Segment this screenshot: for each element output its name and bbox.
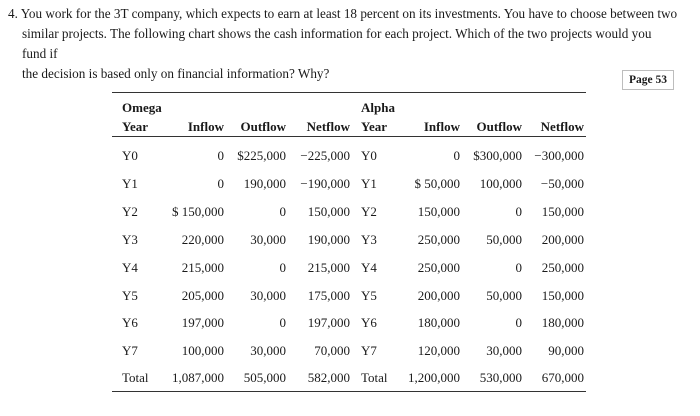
alpha-year-cell: Y0 bbox=[361, 148, 377, 163]
alpha-netflow-cell: 90,000 bbox=[548, 343, 584, 358]
alpha-header-inflow: Inflow bbox=[423, 119, 460, 134]
omega-inflow-cell: 0 bbox=[217, 148, 224, 163]
omega-netflow-cell: −225,000 bbox=[300, 148, 350, 163]
alpha-outflow-cell: 100,000 bbox=[479, 176, 522, 191]
omega-header-year: Year bbox=[122, 119, 148, 134]
cash-flow-table bbox=[112, 92, 586, 392]
alpha-header-year: Year bbox=[361, 119, 387, 134]
omega-netflow-cell: 190,000 bbox=[307, 232, 350, 247]
omega-title: Omega bbox=[122, 100, 162, 115]
omega-outflow-cell: 505,000 bbox=[243, 370, 286, 385]
alpha-inflow-cell: 180,000 bbox=[417, 315, 460, 330]
omega-year-cell: Y6 bbox=[122, 315, 138, 330]
omega-netflow-cell: 70,000 bbox=[314, 343, 350, 358]
page-label: Page 53 bbox=[622, 70, 674, 90]
alpha-outflow-cell: 0 bbox=[515, 204, 522, 219]
alpha-inflow-cell: 120,000 bbox=[417, 343, 460, 358]
alpha-inflow-cell: 1,200,000 bbox=[408, 370, 460, 385]
alpha-year-cell: Y2 bbox=[361, 204, 377, 219]
alpha-outflow-cell: 530,000 bbox=[479, 370, 522, 385]
alpha-inflow-cell: $ 50,000 bbox=[414, 176, 460, 191]
question-line-2: similar projects. The following chart shows the cash information for each project. Which of the two projects would you fund if bbox=[22, 26, 652, 61]
omega-header-netflow: Netflow bbox=[306, 119, 350, 134]
alpha-outflow-cell: 0 bbox=[515, 315, 522, 330]
alpha-year-cell: Y6 bbox=[361, 315, 377, 330]
omega-netflow-cell: 175,000 bbox=[307, 288, 350, 303]
alpha-netflow-cell: −50,000 bbox=[540, 176, 584, 191]
alpha-year-cell: Y4 bbox=[361, 260, 377, 275]
omega-outflow-cell: 30,000 bbox=[250, 288, 286, 303]
omega-inflow-cell: $ 150,000 bbox=[172, 204, 224, 219]
omega-year-cell: Y2 bbox=[122, 204, 138, 219]
omega-header-inflow: Inflow bbox=[187, 119, 224, 134]
omega-netflow-cell: 150,000 bbox=[307, 204, 350, 219]
omega-outflow-cell: 190,000 bbox=[243, 176, 286, 191]
alpha-year-cell: Y5 bbox=[361, 288, 377, 303]
omega-outflow-cell: 0 bbox=[279, 260, 286, 275]
question-line-1: 4. You work for the 3T company, which expects to earn at least 18 percent on its investments. You have to choose between two bbox=[8, 6, 678, 21]
omega-inflow-cell: 205,000 bbox=[181, 288, 224, 303]
question-line-3: the decision is based only on financial information? Why? bbox=[22, 66, 330, 81]
alpha-outflow-cell: 0 bbox=[515, 260, 522, 275]
omega-year-cell: Y0 bbox=[122, 148, 138, 163]
question-text bbox=[8, 4, 678, 84]
alpha-inflow-cell: 200,000 bbox=[417, 288, 460, 303]
alpha-netflow-cell: 670,000 bbox=[541, 370, 584, 385]
alpha-outflow-cell: $300,000 bbox=[473, 148, 522, 163]
omega-netflow-cell: 582,000 bbox=[307, 370, 350, 385]
alpha-inflow-cell: 150,000 bbox=[417, 204, 460, 219]
omega-year-cell: Y3 bbox=[122, 232, 138, 247]
alpha-year-cell: Y1 bbox=[361, 176, 377, 191]
omega-netflow-cell: 215,000 bbox=[307, 260, 350, 275]
omega-year-cell: Y7 bbox=[122, 343, 138, 358]
omega-outflow-cell: 30,000 bbox=[250, 343, 286, 358]
alpha-outflow-cell: 50,000 bbox=[486, 232, 522, 247]
alpha-inflow-cell: 0 bbox=[453, 148, 460, 163]
omega-header-outflow: Outflow bbox=[240, 119, 286, 134]
alpha-inflow-cell: 250,000 bbox=[417, 260, 460, 275]
omega-outflow-cell: 30,000 bbox=[250, 232, 286, 247]
alpha-inflow-cell: 250,000 bbox=[417, 232, 460, 247]
alpha-netflow-cell: −300,000 bbox=[534, 148, 584, 163]
alpha-header-netflow: Netflow bbox=[540, 119, 584, 134]
table-top-rule bbox=[112, 92, 586, 93]
alpha-header-outflow: Outflow bbox=[476, 119, 522, 134]
alpha-netflow-cell: 150,000 bbox=[541, 288, 584, 303]
alpha-year-cell: Y3 bbox=[361, 232, 377, 247]
omega-inflow-cell: 215,000 bbox=[181, 260, 224, 275]
alpha-year-cell: Y7 bbox=[361, 343, 377, 358]
omega-outflow-cell: $225,000 bbox=[237, 148, 286, 163]
omega-year-cell: Total bbox=[122, 370, 149, 385]
table-bottom-rule bbox=[112, 391, 586, 392]
omega-inflow-cell: 100,000 bbox=[181, 343, 224, 358]
omega-netflow-cell: −190,000 bbox=[300, 176, 350, 191]
omega-inflow-cell: 0 bbox=[217, 176, 224, 191]
alpha-year-cell: Total bbox=[361, 370, 388, 385]
omega-outflow-cell: 0 bbox=[279, 204, 286, 219]
alpha-netflow-cell: 180,000 bbox=[541, 315, 584, 330]
alpha-netflow-cell: 250,000 bbox=[541, 260, 584, 275]
alpha-outflow-cell: 30,000 bbox=[486, 343, 522, 358]
omega-inflow-cell: 197,000 bbox=[181, 315, 224, 330]
omega-outflow-cell: 0 bbox=[279, 315, 286, 330]
omega-year-cell: Y1 bbox=[122, 176, 138, 191]
alpha-netflow-cell: 200,000 bbox=[541, 232, 584, 247]
alpha-outflow-cell: 50,000 bbox=[486, 288, 522, 303]
omega-inflow-cell: 220,000 bbox=[181, 232, 224, 247]
alpha-title: Alpha bbox=[361, 100, 395, 115]
table-header-rule bbox=[112, 136, 586, 137]
omega-year-cell: Y4 bbox=[122, 260, 138, 275]
omega-year-cell: Y5 bbox=[122, 288, 138, 303]
omega-netflow-cell: 197,000 bbox=[307, 315, 350, 330]
omega-inflow-cell: 1,087,000 bbox=[172, 370, 224, 385]
alpha-netflow-cell: 150,000 bbox=[541, 204, 584, 219]
